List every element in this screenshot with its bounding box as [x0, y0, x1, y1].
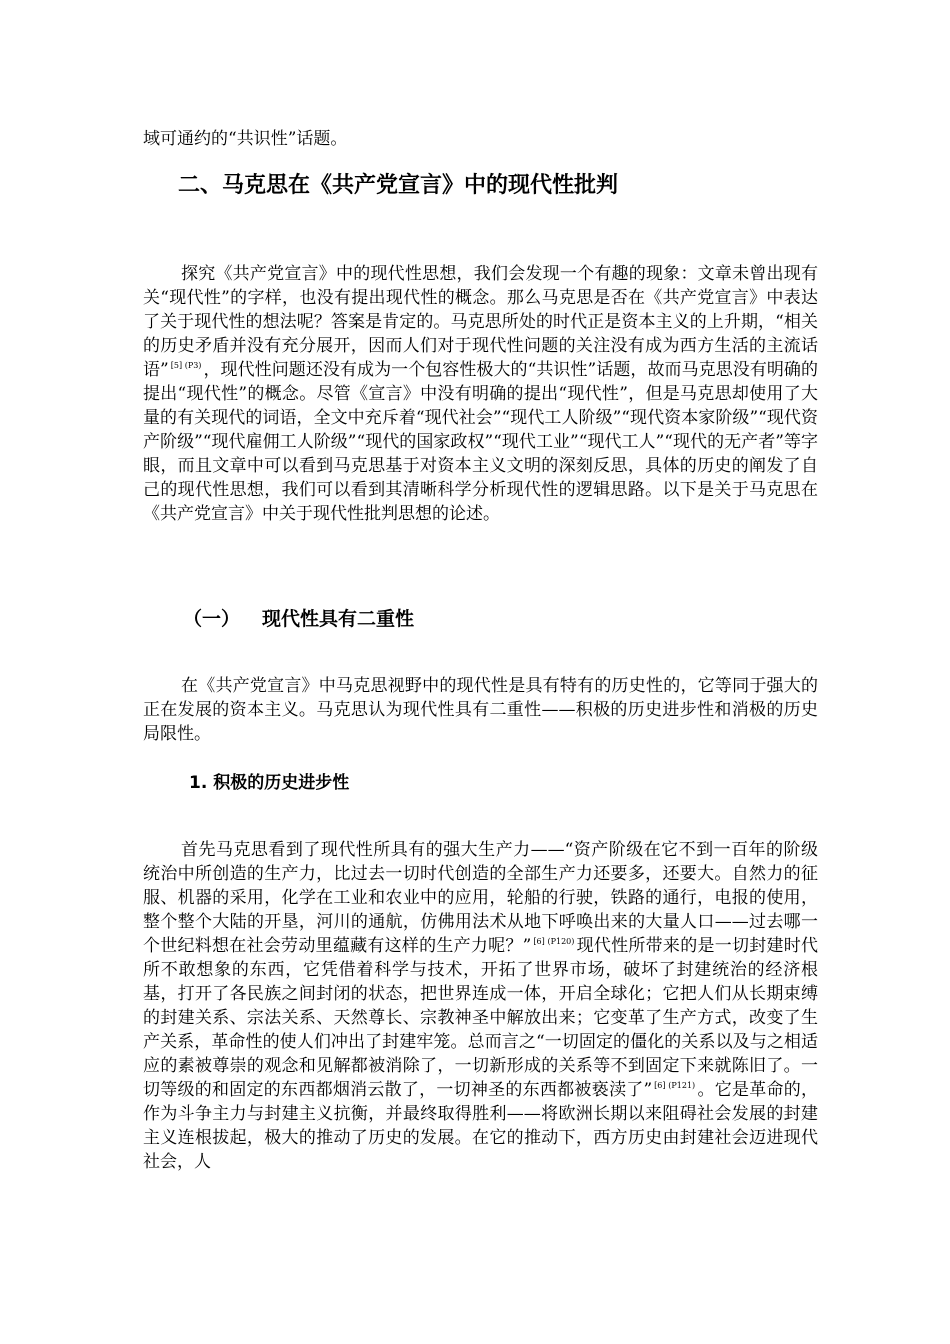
citation-ref: [6] (P121)	[654, 1081, 696, 1090]
section-heading: 二、马克思在《共产党宣言》中的现代性批判	[178, 173, 619, 198]
subsection-heading	[183, 603, 414, 635]
paragraph-3-text-c: 。它是革命的，作为斗争主力与封建主义抗衡，并最终取得胜利——将欧洲长期以来阻碍社会发展的封建主义连根拔起，极大的推动了历史的发展。在它的推动下，西方历史由封建社会迈进现代社会，人	[143, 1080, 818, 1172]
subsection-title: 现代性具有二重性	[262, 608, 415, 630]
paragraph-1-text-b: ，现代性问题还没有成为一个包容性极大的“共识性”话题，故而马克思没有明确的提出“现代性”的概念。尽管《宣言》中没有明确的提出“现代性”，但是马克思却使用了大量的有关现代的词语，全文中充斥着“现代社会”“现代工人阶级”“现代资本家阶级”“现代资产阶级”“现代雇佣工人阶级”“现代的国家政权”“现代工业”“现代工人”“现代的无产者”等字眼，而且文章中可以看到马克思基于对资本主义文明的深刻反思，具体的历史的阐发了自己的现代性思想，我们可以看到其清晰科学分析现代性的逻辑思路。以下是关于马克思在《共产党宣言》中关于现代性批判思想的论述。	[143, 360, 818, 524]
top-fragment: 域可通约的“共识性”话题。	[143, 129, 348, 149]
paragraph-3	[143, 838, 818, 1174]
subsection-number: （一）	[183, 608, 241, 630]
paragraph-2: 在《共产党宣言》中马克思视野中的现代性是具有特有的历史性的，它等同于强大的正在发展的资本主义。马克思认为现代性具有二重性——积极的历史进步性和消极的历史局限性。	[143, 676, 818, 744]
sub-subsection-heading: 1. 积极的历史进步性	[189, 773, 350, 793]
paragraph-1-text-a: 探究《共产党宣言》中的现代性思想，我们会发现一个有趣的现象：文章未曾出现有关“现代性”的字样，也没有提出现代性的概念。那么马克思是否在《共产党宣言》中表达了关于现代性的想法呢？答案是肯定的。马克思所处的时代正是资本主义的上升期，“相关的历史矛盾并没有充分展开，因而人们对于现代性问题的关注没有成为西方生活的主流话语”	[143, 264, 818, 380]
citation-ref: [6] (P120)	[533, 937, 575, 946]
paragraph-3-text-a: 首先马克思看到了现代性所具有的强大生产力——“资产阶级在它不到一百年的阶级统治中所创造的生产力，比过去一切时代创造的全部生产力还要多，还要大。自然力的征服、机器的采用，化学在工业和农业中的应用，轮船的行驶，铁路的通行，电报的使用，整个整个大陆的开垦，河川的通航，仿佛用法术从地下呼唤出来的大量人口——过去哪一个世纪料想在社会劳动里蕴藏有这样的生产力呢？”	[143, 840, 818, 956]
paragraph-3-text-b: 现代性所带来的是一切封建时代所不敢想象的东西，它凭借着科学与技术，开拓了世界市场，破坏了封建统治的经济根基，打开了各民族之间封闭的状态，把世界连成一体，开启全球化；它把人们从长期束缚的封建关系、宗法关系、天然尊长、宗教神圣中解放出来；它变革了生产方式，改变了生产关系，革命性的使人们冲出了封建牢笼。总而言之“一切固定的僵化的关系以及与之相适应的素被尊崇的观念和见解都被消除了，一切新形成的关系等不到固定下来就陈旧了。一切等级的和固定的东西都烟消云散了，一切神圣的东西都被亵渎了”	[143, 936, 818, 1100]
paragraph-1	[143, 262, 818, 526]
citation-ref: [5] (P3)	[170, 361, 202, 370]
